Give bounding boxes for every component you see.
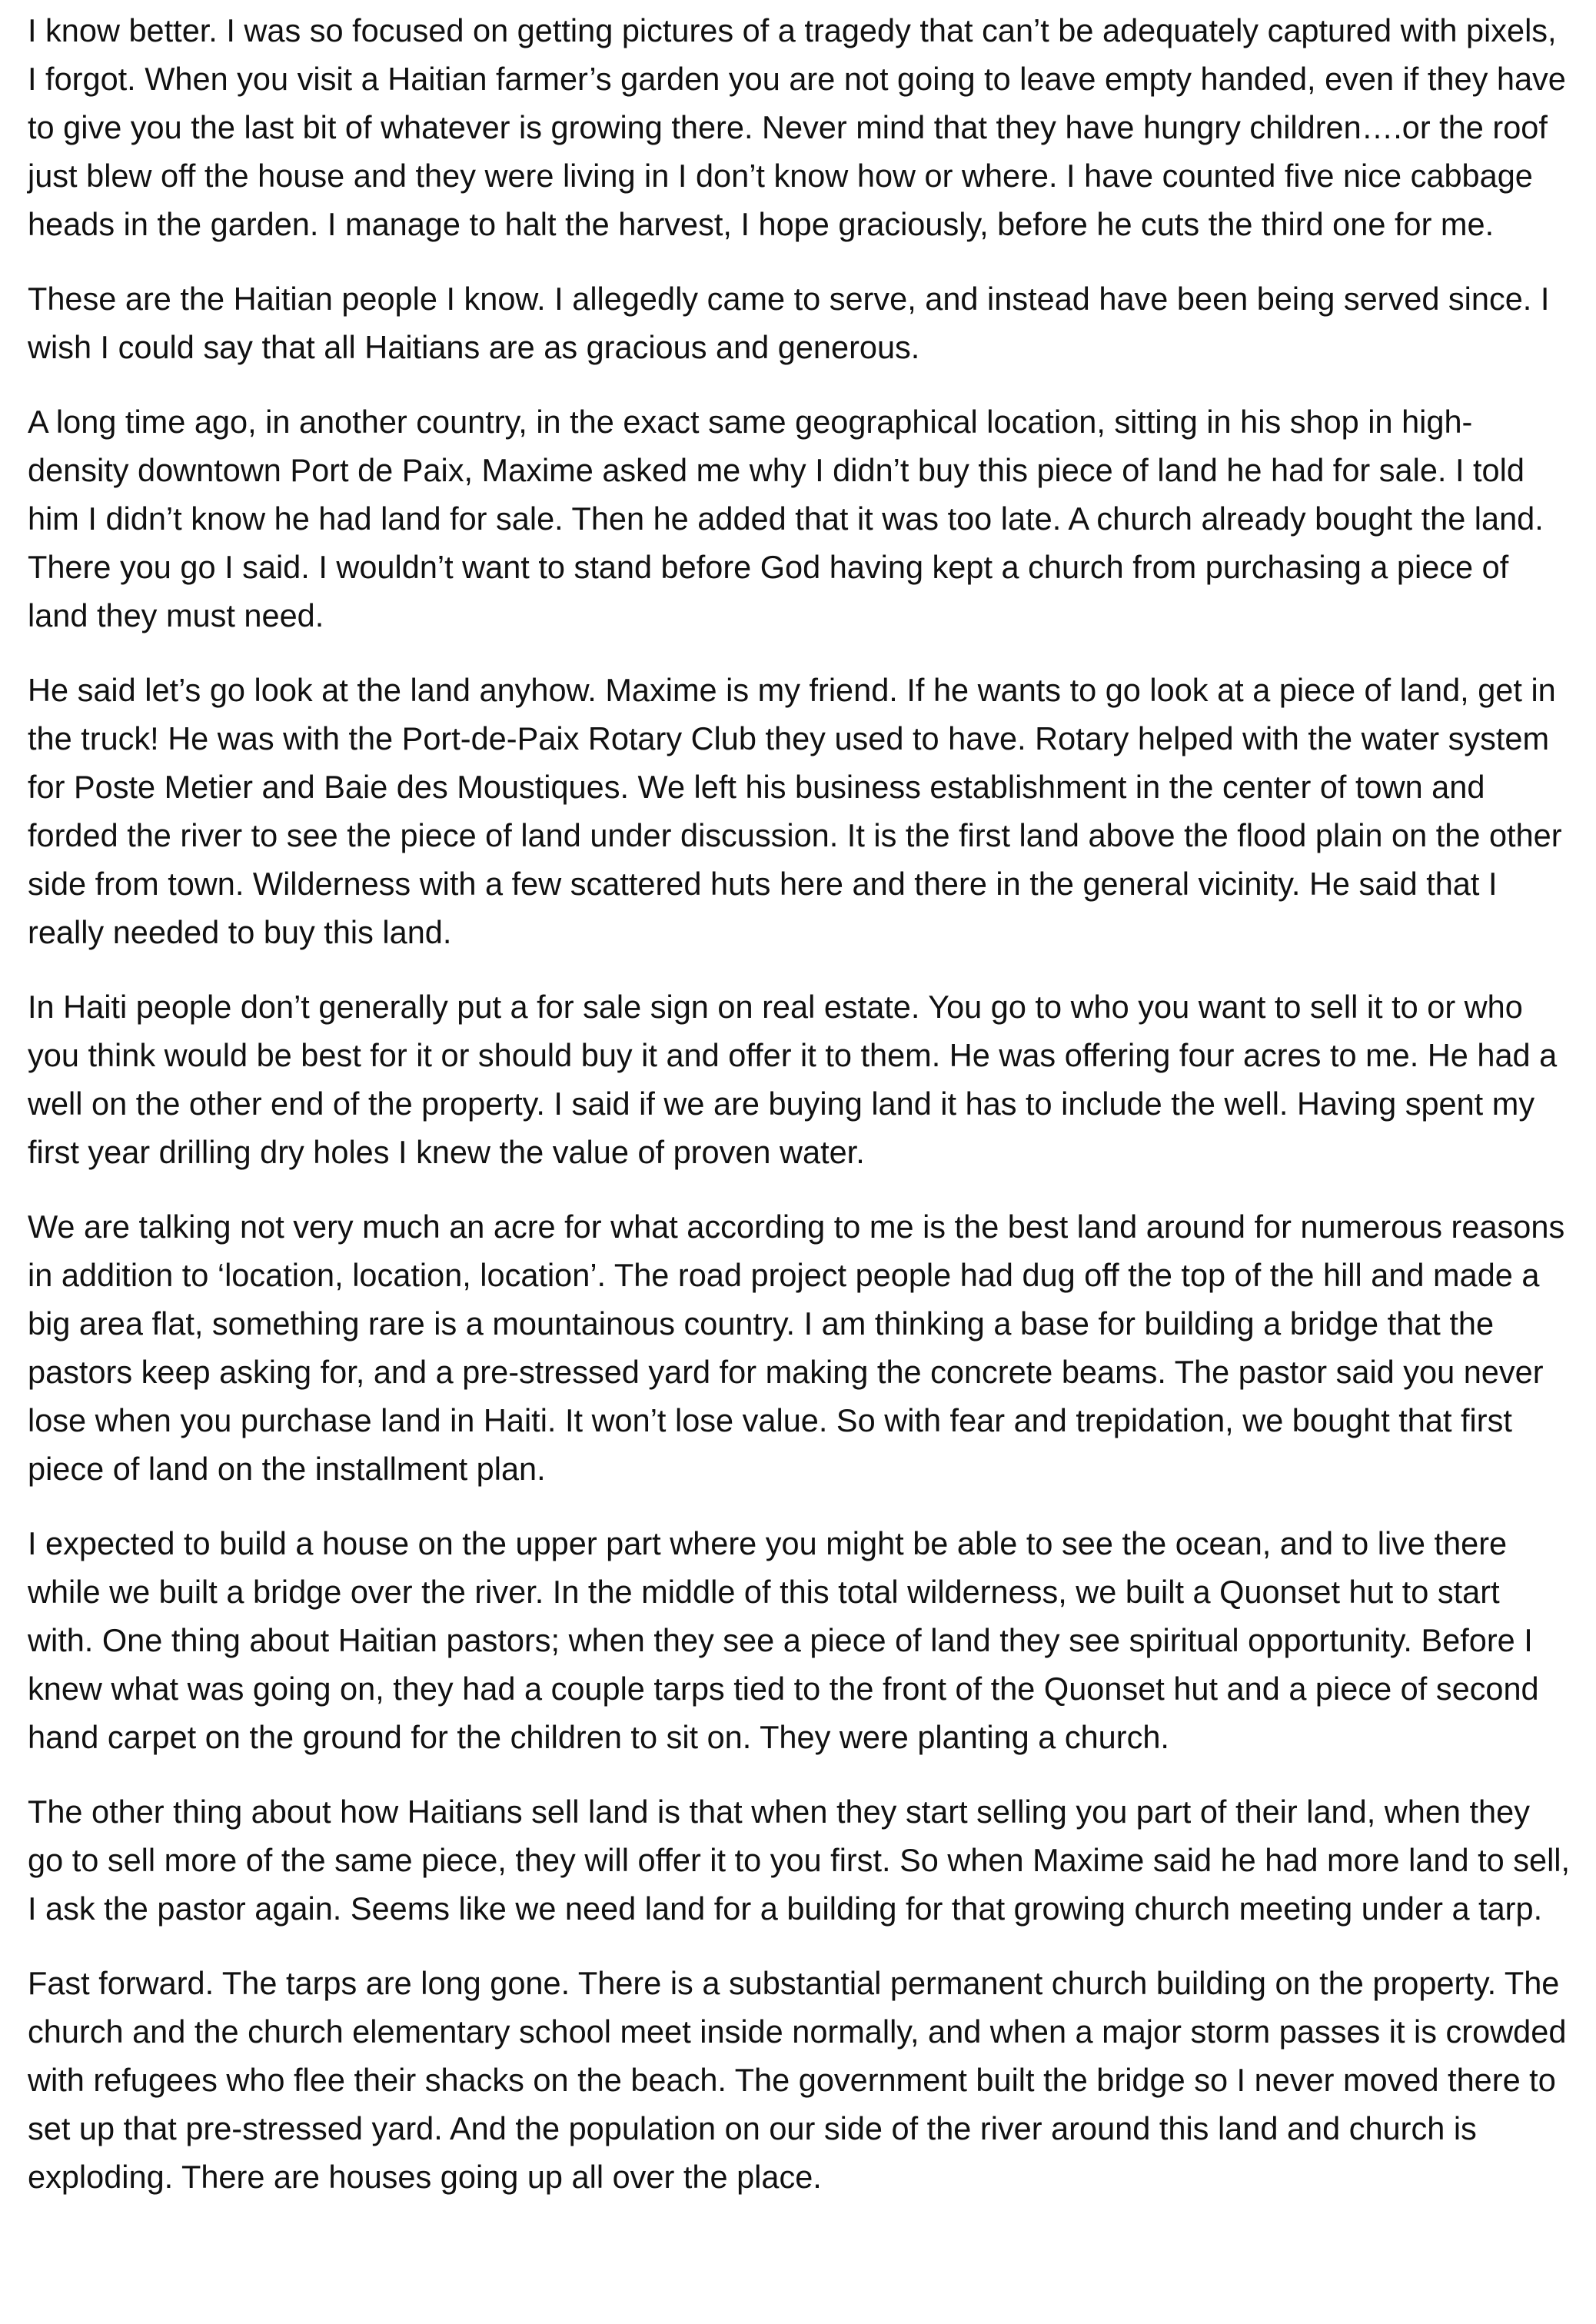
document-page [28, 0, 1573, 2227]
paragraph-look-at-land: He said let’s go look at the land anyhow. Maxime is my friend. If he wants to go look at a piece of land, get in the truck! He was with the Port-de-Paix Rotary Club they used to have. Rotary helped with the water system for Poste Metier and Baie des Moustiques. We left his business establishment in the center of town and forded the river to see the piece of land under discussion. It is the first land above the flood plain on the other side from town. Wilderness with a few scattered huts here and there in the general vicinity. He said that I really needed to buy this land. [28, 672, 1562, 950]
paragraph-fast-forward: Fast forward. The tarps are long gone. There is a substantial permanent church building on the property. The church and the church elementary school meet inside normally, and when a major storm passes it is crowded with refugees who flee their shacks on the beach. The government built the bridge so I never moved there to set up that pre-stressed yard. And the population on our side of the river around this land and church is exploding. There are houses going up all over the place. [28, 1965, 1567, 2195]
paragraph-maxime-shop: A long time ago, in another country, in the exact same geographical location, sitting in his shop in high-density downtown Port de Paix, Maxime asked me why I didn’t buy this piece of land he had for sale. I told him I didn’t know he had land for sale. Then he added that it was too late. A church already bought the land. There you go I said. I wouldn’t want to stand before God having kept a church from purchasing a piece of land they must need. [28, 404, 1544, 633]
paragraph-cabbage-harvest: I know better. I was so focused on getting pictures of a tragedy that can’t be adequately captured with pixels, I forgot. When you visit a Haitian farmer’s garden you are not going to leave empty handed, even if they have to give you the last bit of whatever is growing there. Never mind that they have hungry children….or the roof just blew off the house and they were living in I don’t know how or where. I have counted five nice cabbage heads in the garden. I manage to halt the harvest, I hope graciously, before he cuts the third one for me. [28, 12, 1566, 242]
paragraph-haitian-people: These are the Haitian people I know. I allegedly came to serve, and instead have been being served since. I wish I could say that all Haitians are as gracious and generous. [28, 281, 1550, 365]
paragraph-quonset-hut: I expected to build a house on the upper part where you might be able to see the ocean, and to live there while we built a bridge over the river. In the middle of this total wilderness, we built a Quonset hut to start with. One thing about Haitian pastors; when they see a piece of land they see spiritual opportunity. Before I knew what was going on, they had a couple tarps tied to the front of the Quonset hut and a piece of second hand carpet on the ground for the children to sit on. They were planting a church. [28, 1525, 1539, 1755]
paragraph-selling-customs: In Haiti people don’t generally put a for sale sign on real estate. You go to who you want to sell it to or who you think would be best for it or should buy it and offer it to them. He was offering four acres to me. He had a well on the other end of the property. I said if we are buying land it has to include the well. Having spent my first year drilling dry holes I knew the value of proven water. [28, 989, 1558, 1170]
paragraph-more-land: The other thing about how Haitians sell land is that when they start selling you part of their land, when they go to sell more of the same piece, they will offer it to you first. So when Maxime said he had more land to sell, I ask the pastor again. Seems like we need land for a building for that growing church meeting under a tarp. [28, 1794, 1571, 1927]
paragraph-price-and-location: We are talking not very much an acre for what according to me is the best land around for numerous reasons in addition to ‘location, location, location’. The road project people had dug off the top of the hill and made a big area flat, something rare is a mountainous country. I am thinking a base for building a bridge that the pastors keep asking for, and a pre-stressed yard for making the concrete beams. The pastor said you never lose when you purchase land in Haiti. It won’t lose value. So with fear and trepidation, we bought that first piece of land on the installment plan. [28, 1209, 1565, 1487]
